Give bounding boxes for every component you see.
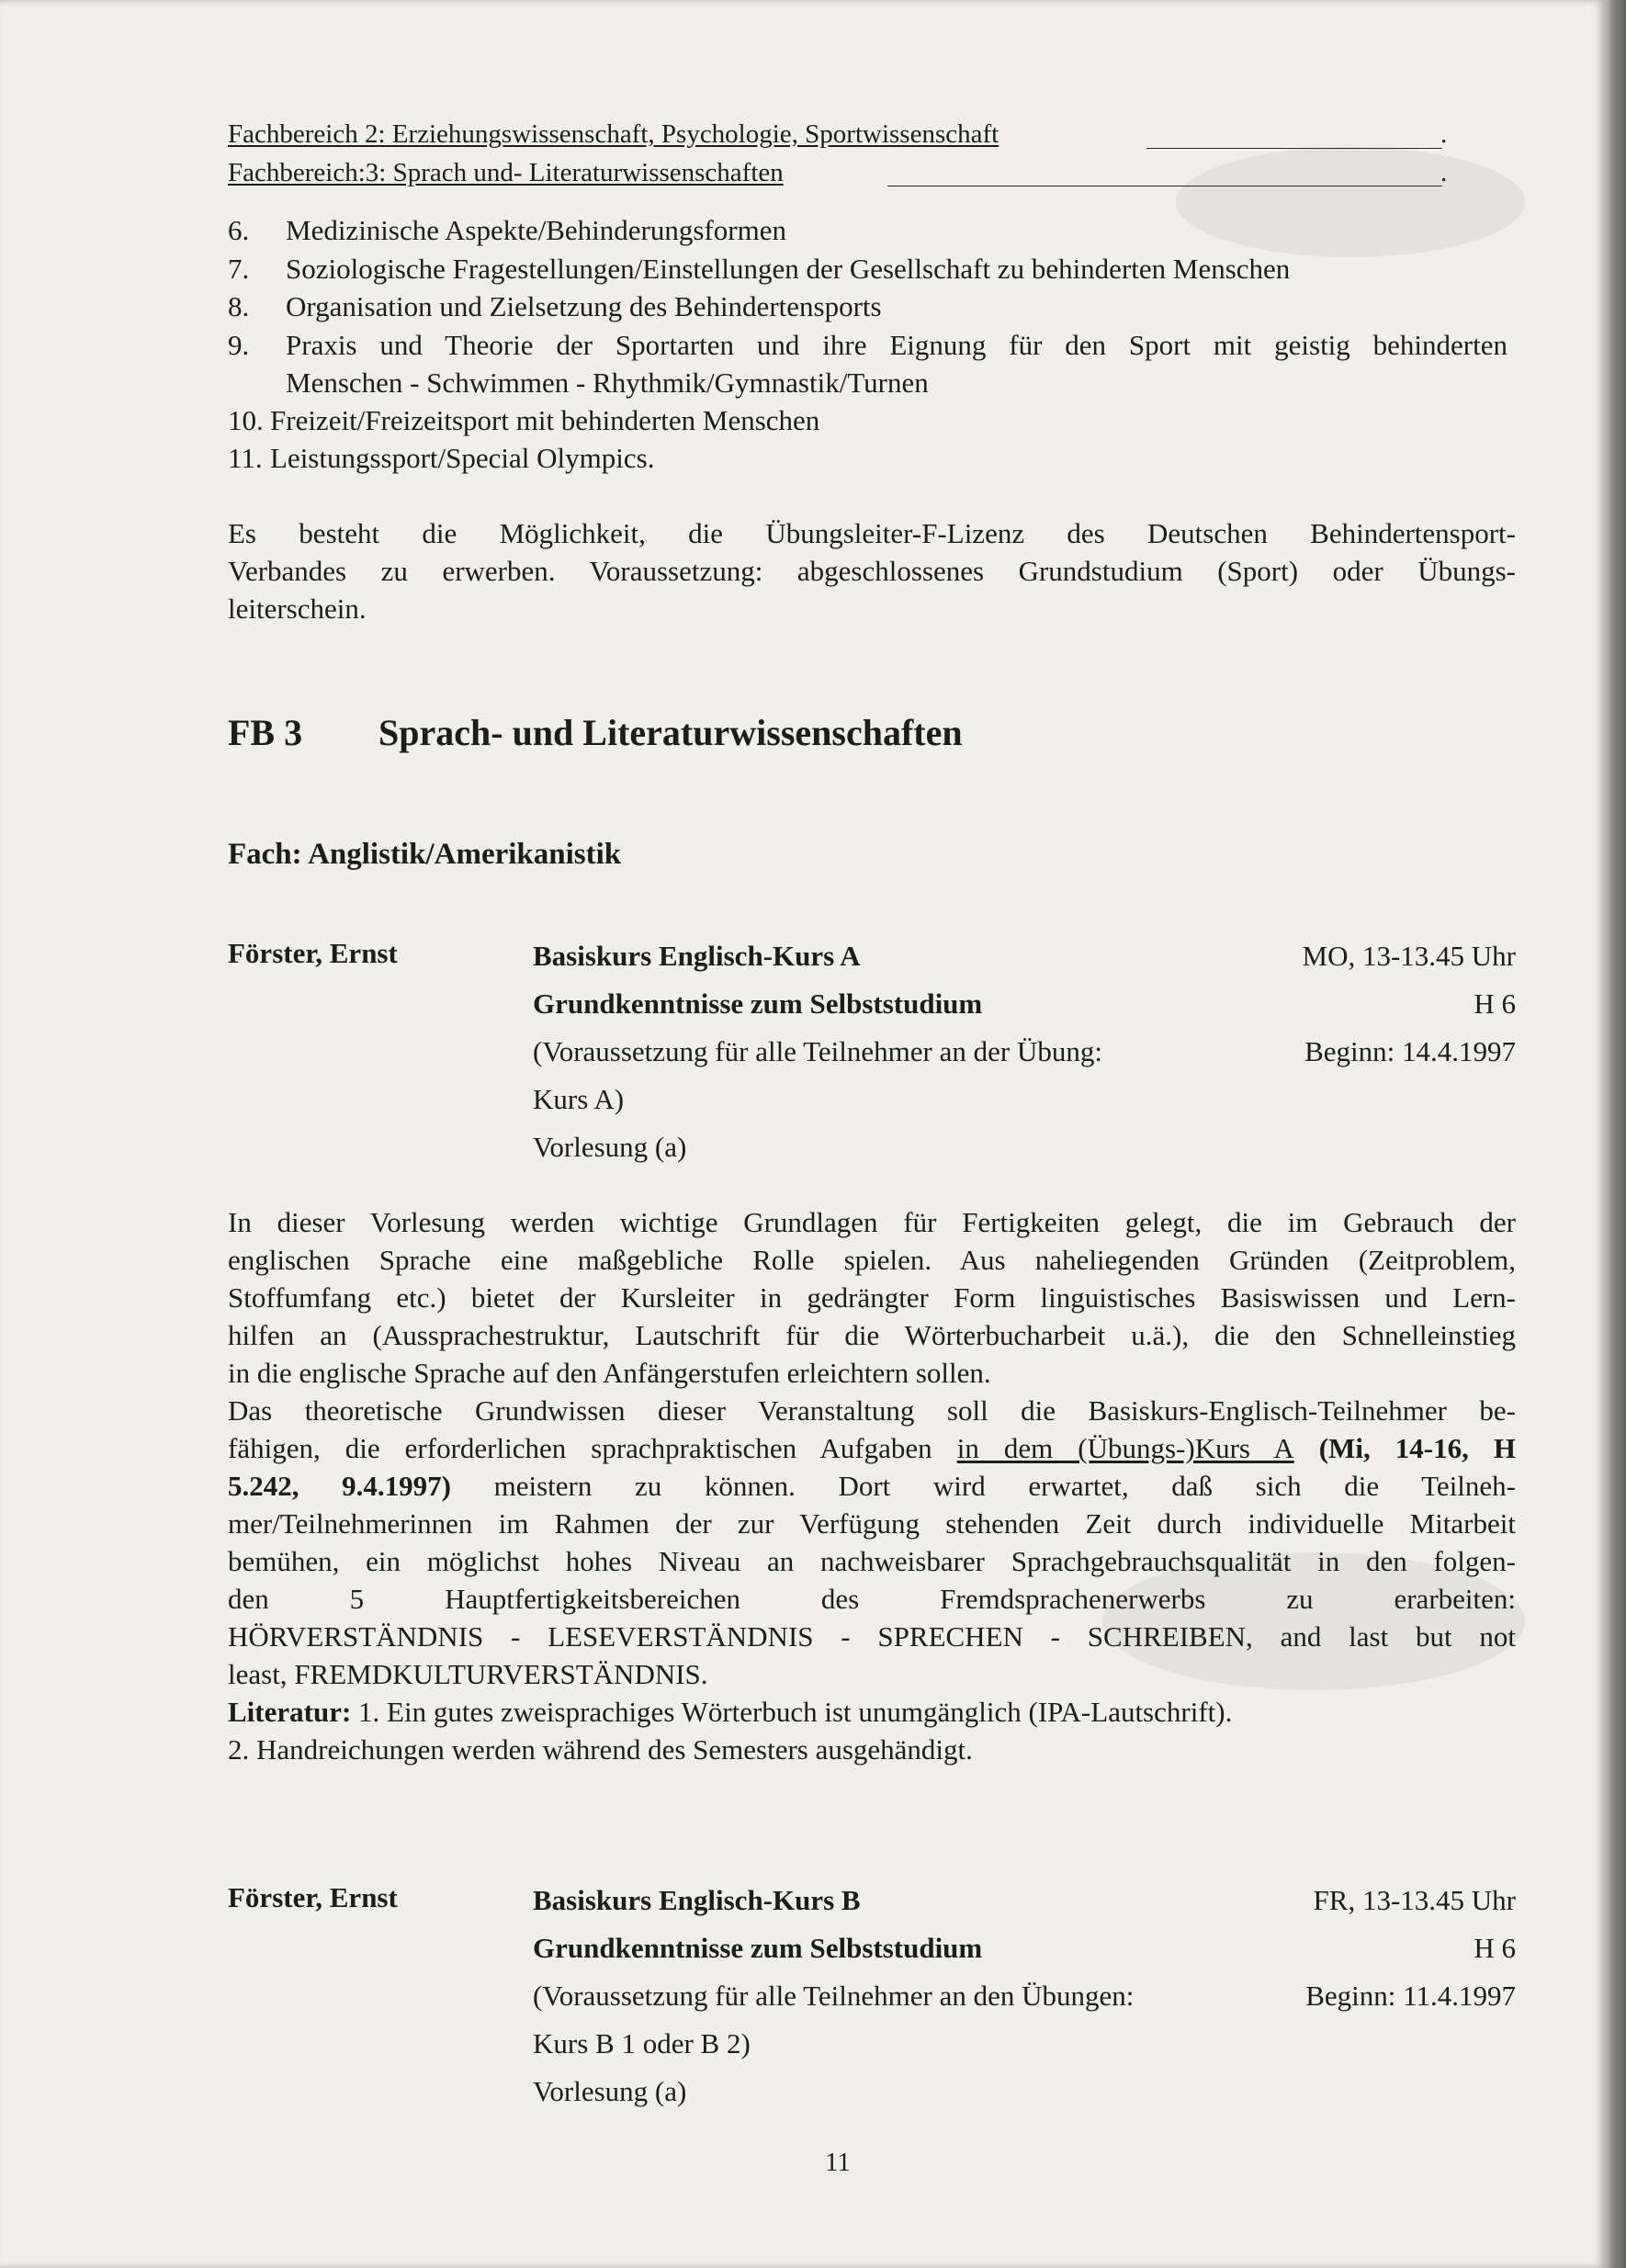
header-line-1: Fachbereich 2: Erziehungswissenschaft, Psychologie, Sportwissenschaft [228, 119, 999, 149]
description-line: hilfen an (Aussprachestruktur, Lautschrift für die Wörterbucharbeit u.ä.), die den Schnelleinstieg [228, 1319, 1516, 1351]
course-prerequisite-continued: Kurs B 1 oder B 2) [533, 2027, 751, 2059]
course-time: MO, 13-13.45 Uhr [1302, 940, 1516, 972]
topic-text: Praxis und Theorie der Sportarten und ihre Eignung für den Sport mit geistig behinderten [286, 329, 1507, 361]
header-dot-2: . [1440, 158, 1448, 187]
description-line: mer/Teilnehmerinnen im Rahmen der zur Verfügung stehenden Zeit durch individuelle Mitarbeit [228, 1507, 1516, 1540]
course-subtitle: Grundkenntnisse zum Selbststudium [533, 1932, 983, 1964]
course-start: Beginn: 14.4.1997 [1304, 1035, 1516, 1067]
description-line: Das theoretische Grundwissen dieser Veranstaltung soll die Basiskurs-Englisch-Teilnehmer be- [228, 1394, 1516, 1427]
topic-number: 7. [228, 253, 250, 285]
subject-heading: Fach: Anglistik/Amerikanistik [228, 838, 622, 871]
header-line-2: Fachbereich:3: Sprach und- Literaturwissenschaften [228, 158, 784, 187]
literature-line [228, 1693, 1232, 1731]
topic-number: 11. [228, 442, 263, 474]
course-subtitle: Grundkenntnisse zum Selbststudium [533, 987, 983, 1020]
section-code: FB 3 [228, 712, 303, 753]
description-line: HÖRVERSTÄNDNIS - LESEVERSTÄNDNIS - SPRECHEN - SCHREIBEN, and last but not [228, 1620, 1516, 1653]
topic-number: 6. [228, 214, 250, 246]
literature-line: 2. Handreichungen werden während des Semesters ausgehändigt. [228, 1733, 973, 1766]
course-room: H 6 [1474, 1932, 1516, 1964]
topic-text: Freizeit/Freizeitsport mit behinderten Menschen [270, 404, 820, 436]
description-line: den 5 Hauptfertigkeitsbereichen des Fremdsprachenerwerbs zu erarbeiten: [228, 1583, 1516, 1615]
topic-number: 10. [228, 404, 264, 436]
topic-text: Organisation und Zielsetzung des Behindertensports [286, 290, 882, 322]
course-a-schedule: 5.242, 9.4.1997) [228, 1470, 451, 1502]
header-dot-1: . [1440, 119, 1448, 149]
topic-text: Soziologische Fragestellungen/Einstellungen der Gesellschaft zu behinderten Menschen [286, 253, 1291, 285]
course-type: Vorlesung (a) [533, 1131, 687, 1163]
description-line: englischen Sprache eine maßgebliche Rolle spielen. Aus naheliegenden Gründen (Zeitproblem, [228, 1244, 1516, 1276]
license-paragraph-line: Es besteht die Möglichkeit, die Übungsleiter-F-Lizenz des Deutschen Behindertensport- [228, 517, 1516, 549]
description-line: in die englische Sprache auf den Anfängerstufen erleichtern sollen. [228, 1357, 991, 1389]
course-start: Beginn: 11.4.1997 [1305, 1980, 1516, 2012]
course-lecturer: Förster, Ernst [228, 937, 398, 969]
topic-text: Medizinische Aspekte/Behinderungsformen [286, 214, 786, 246]
license-paragraph-line: leiterschein. [228, 592, 367, 625]
literature-label: Literatur: [228, 1696, 352, 1728]
course-lecturer: Förster, Ernst [228, 1881, 398, 1913]
topic-number: 9. [228, 329, 250, 361]
course-a-schedule: (Mi, 14-16, H [1293, 1432, 1516, 1464]
header-rule-1 [1146, 148, 1442, 149]
page-edge [1606, 0, 1626, 2268]
literature-item: 1. Ein gutes zweisprachiges Wörterbuch ist unumgänglich (IPA-Lautschrift). [351, 1696, 1233, 1728]
course-title: Basiskurs Englisch-Kurs A [533, 940, 861, 972]
course-prerequisite-continued: Kurs A) [533, 1083, 625, 1115]
course-room: H 6 [1474, 987, 1516, 1020]
topic-text: Leistungssport/Special Olympics. [270, 442, 655, 474]
description-line: bemühen, ein möglichst hohes Niveau an nachweisbarer Sprachgebrauchsqualität in den folgen- [228, 1545, 1516, 1577]
description-line [228, 1467, 1516, 1505]
description-line: In dieser Vorlesung werden wichtige Grundlagen für Fertigkeiten gelegt, die im Gebrauch der [228, 1206, 1516, 1238]
description-segment: meistern zu können. Dort wird erwartet, daß sich die Teilneh- [450, 1470, 1516, 1502]
course-prerequisite: (Voraussetzung für alle Teilnehmer an den Übungen: [533, 1980, 1135, 2012]
description-line [228, 1429, 1516, 1467]
description-segment: fähigen, die erforderlichen sprachpraktischen Aufgaben [228, 1432, 957, 1464]
course-title: Basiskurs Englisch-Kurs B [533, 1884, 861, 1916]
topic-text-continued: Menschen - Schwimmen - Rhythmik/Gymnastik/Turnen [286, 367, 929, 399]
course-a-reference: in dem (Übungs-)Kurs A [956, 1432, 1294, 1464]
topic-number: 8. [228, 290, 250, 322]
description-line: Stoffumfang etc.) bietet der Kursleiter in gedrängter Form linguistisches Basiswissen und Lern- [228, 1281, 1516, 1314]
section-title: Sprach- und Literaturwissenschaften [378, 712, 963, 753]
page-number: 11 [825, 2148, 851, 2177]
description-line: least, FREMDKULTURVERSTÄNDNIS. [228, 1658, 708, 1690]
license-paragraph-line: Verbandes zu erwerben. Voraussetzung: abgeschlossenes Grundstudium (Sport) oder Übungs- [228, 555, 1516, 587]
course-time: FR, 13-13.45 Uhr [1313, 1884, 1516, 1916]
course-prerequisite: (Voraussetzung für alle Teilnehmer an der Übung: [533, 1035, 1102, 1067]
course-type: Vorlesung (a) [533, 2075, 687, 2107]
